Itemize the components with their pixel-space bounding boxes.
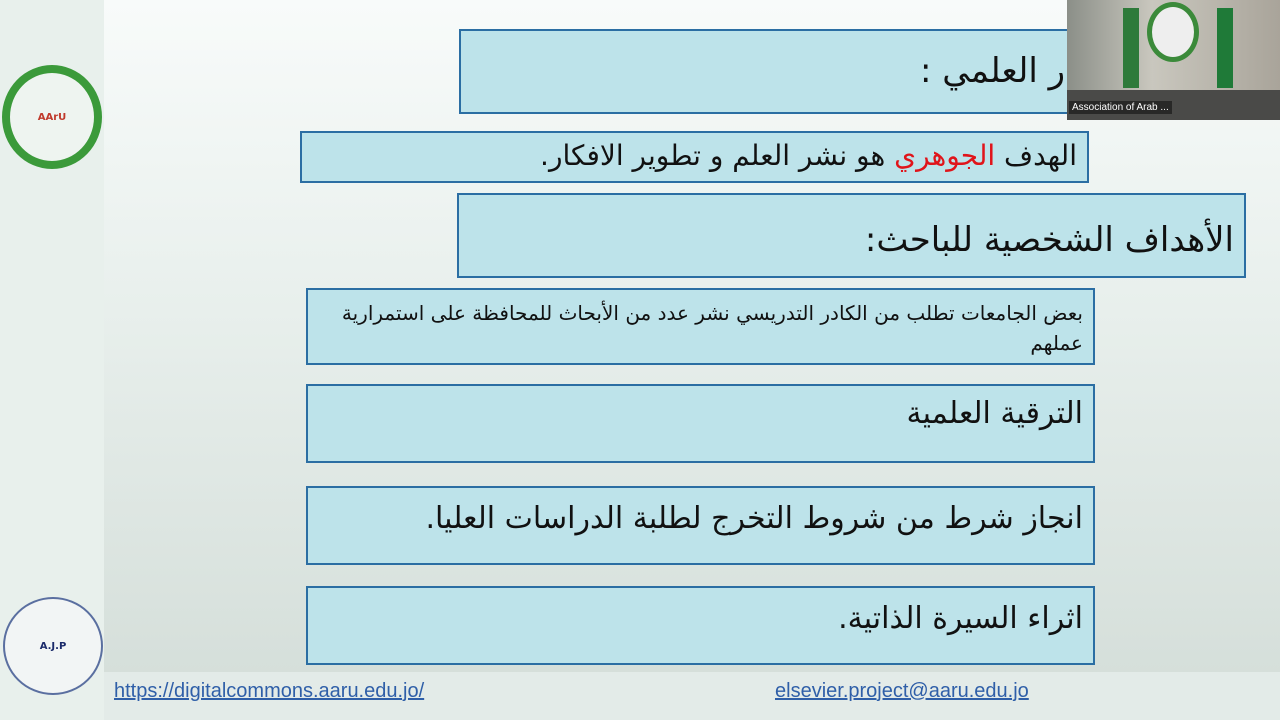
flag-right [1217, 8, 1233, 88]
slide-title: ر العلمي : [920, 51, 1065, 91]
goal-item-text: الترقية العلمية [906, 396, 1083, 431]
personal-goals-heading-box [457, 193, 1246, 278]
main-goal-box [300, 131, 1089, 183]
video-emblem [1147, 2, 1199, 62]
video-label: Association of Arab ... [1069, 101, 1172, 114]
ajp-logo: A.J.P [3, 597, 103, 695]
flag-left [1123, 8, 1139, 88]
main-goal-text: الهدف [995, 139, 1077, 172]
goal-item-text: اثراء السيرة الذاتية. [838, 601, 1083, 636]
goal-item-text: بعض الجامعات تطلب من الكادر التدريسي نشر عدد من الأبحاث للمحافظة على استمرارية عملهم [341, 301, 1083, 355]
title-box [459, 29, 1159, 114]
main-goal-highlight: الجوهري [894, 139, 996, 172]
goal-item-2 [306, 384, 1095, 463]
aaru-logo: AArU [2, 65, 102, 169]
goal-item-1 [306, 288, 1095, 365]
goal-item-text: انجاز شرط من شروط التخرج لطلبة الدراسات العليا. [425, 501, 1083, 536]
personal-goals-heading: الأهداف الشخصية للباحث: [864, 220, 1234, 260]
email-link[interactable]: elsevier.project@aaru.edu.jo [775, 680, 1029, 702]
website-link[interactable]: https://digitalcommons.aaru.edu.jo/ [114, 680, 425, 702]
goal-item-3 [306, 486, 1095, 565]
goal-item-4 [306, 586, 1095, 665]
video-thumbnail[interactable] [1067, 0, 1280, 120]
main-goal-text-end: هو نشر العلم و تطوير الافكار. [540, 139, 895, 172]
